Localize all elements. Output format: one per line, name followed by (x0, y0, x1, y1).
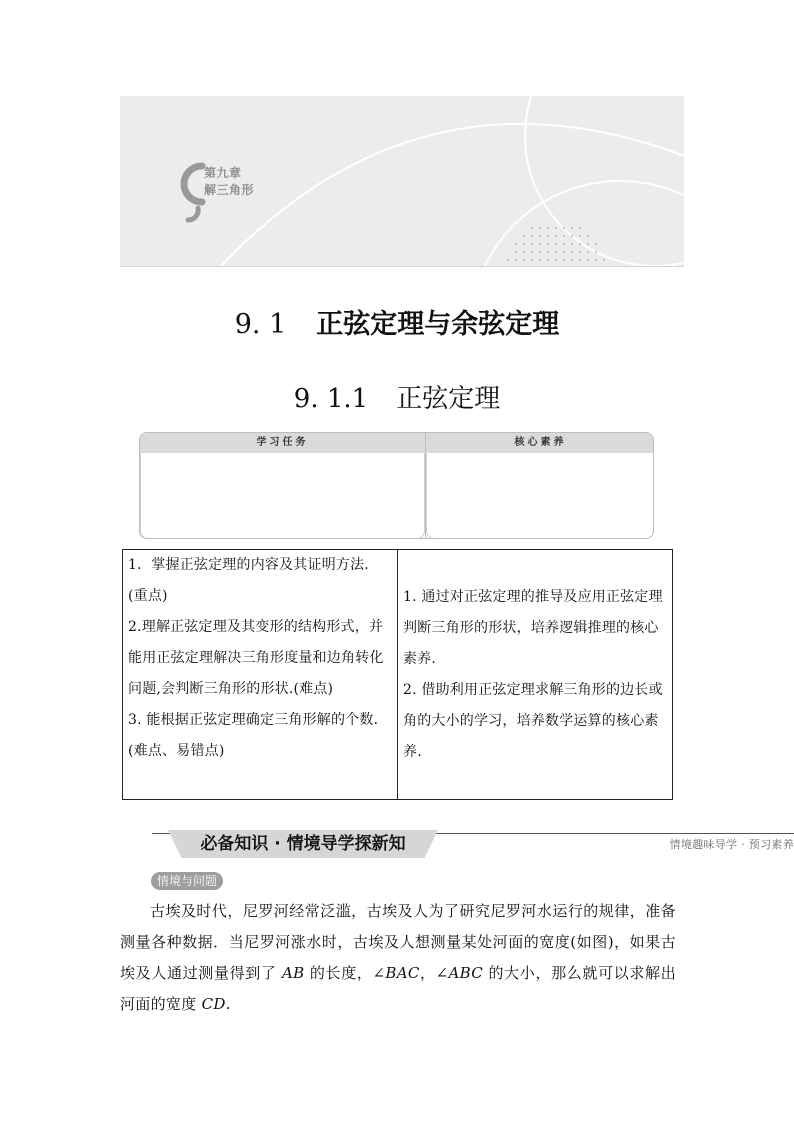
list-item: 1．掌握正弦定理的内容及其证明方法．(重点) (128, 557, 379, 604)
paragraph-text: . (225, 995, 231, 1013)
math-variable: AB (282, 964, 305, 982)
section-heading: 正弦定理与余弦定理 (316, 309, 560, 340)
paragraph-text: 的大小，那么就可以求解出河面的宽度 (120, 964, 677, 1013)
list-item: 3. 能根据正弦定理确定三角形解的个数．(难点、易错点) (128, 712, 388, 759)
objectives-table (122, 549, 673, 800)
section-side-note: 情境趣味导学 · 预习素养 (669, 838, 794, 851)
chapter-number: 第九章 (204, 166, 242, 180)
table-row (123, 550, 673, 800)
learning-task-panel (140, 453, 425, 539)
math-variable: ABC (448, 964, 484, 982)
core-literacy-panel (426, 453, 654, 539)
list-item: 2.理解正弦定理及其变形的结构形式，并能用正弦定理解决三角形度量和边角转化问题,会判断三角形的形状.(难点) (128, 619, 384, 697)
chapter-name: 解三角形 (204, 183, 255, 197)
list-item: 1. 通过对正弦定理的推导及应用正弦定理判断三角形的形状，培养逻辑推理的核心素养. (403, 588, 663, 667)
paragraph-text: 古埃及时代，尼罗河经常泛滥，古埃及人为了研究尼罗河水运行的规律，准备测量各种数据．当尼罗河涨水时，古埃及人想测量某处河面的宽度(如图)，如果古埃及人通过测量得到了 (120, 902, 676, 982)
subsection-number: 9. 1.1 (293, 384, 369, 414)
chapter-banner (120, 96, 684, 267)
learning-tasks-cell (123, 550, 398, 800)
learning-task-box (139, 432, 654, 539)
section-title (0, 302, 794, 341)
situation-label: 情境与问题 (151, 872, 223, 890)
core-literacy-cell (398, 550, 673, 800)
learning-task-header: 学习任务 (140, 433, 425, 453)
situation-paragraph (120, 896, 676, 1020)
core-literacy-header: 核心素养 (426, 433, 654, 453)
subsection-heading: 正弦定理 (396, 384, 501, 414)
chapter-logo (178, 162, 268, 222)
list-item: 2. 借助利用正弦定理求解三角形的边长或角的大小的学习，培养数学运算的核心素养. (403, 681, 663, 760)
knowledge-section-title: 必备知识 · 情境导学探新知 (200, 834, 406, 854)
subsection-title (0, 378, 794, 415)
paragraph-text: 的长度，∠ (304, 964, 386, 982)
section-number: 9. 1 (234, 309, 287, 340)
math-variable: BAC (385, 964, 420, 982)
math-variable: CD (201, 995, 226, 1013)
paragraph-text: ，∠ (419, 964, 449, 982)
